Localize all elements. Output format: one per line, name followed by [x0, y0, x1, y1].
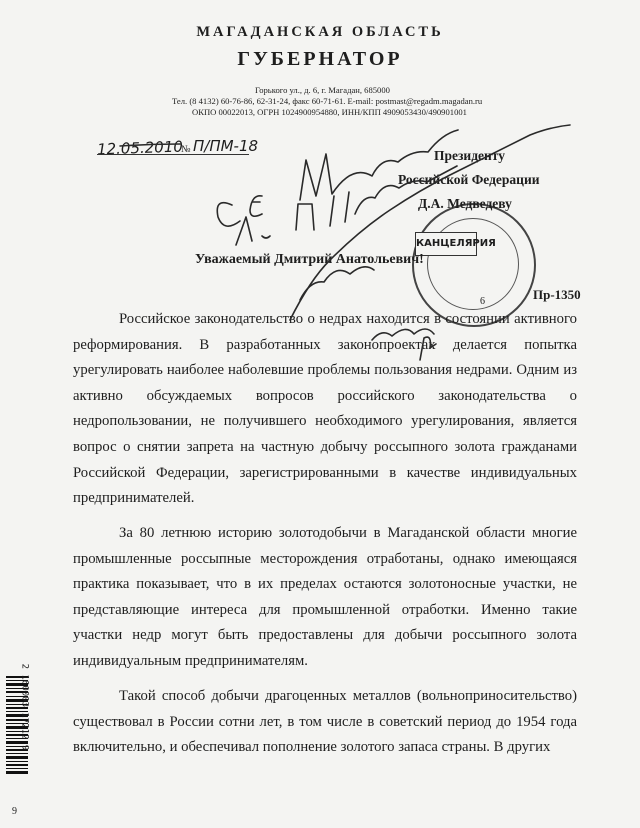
body-paragraph-2: За 80 летнюю историю золотодобычи в Магаданской области многие промышленные россыпные месторождения отработаны, однако имеющаяся практика показывает, что в их пределах остаются золотоносные участки, не представляющие интереса для промышленной отработки. Именно такие участки недр могут быть предоставлены для добычи россыпного золота индивидуальным предпринимателям. — [73, 525, 577, 669]
letter-date: 12.05.2010 — [96, 137, 184, 159]
letter-number: П/ПМ-18 — [193, 137, 259, 155]
region-heading: МАГАДАНСКАЯ ОБЛАСТЬ — [196, 24, 444, 40]
letter-number-label: № — [181, 144, 191, 155]
body-paragraph-1: Российское законодательство о недрах находится в состоянии активного реформирования. В разработанных законопроектах делается попытка урегулировать наиболее наболевшие проблемы пользования недрами. Одним из активно обсуждаемых вопросов российского законодательства о недропользовании, не получившего необходимого урегулирования, является вопрос о снятии запрета на частную добычу россыпного золота гражданами Российской Федерации, зарегистрированными в качестве индивидуальных предпринимателей. — [73, 311, 577, 507]
barcode-number: 2 160003 17212 9 — [19, 663, 30, 751]
addressee-name: Д.А. Медведеву — [418, 196, 512, 211]
registry-stamp-number: 6 — [480, 296, 485, 307]
salutation: Уважаемый Дмитрий Анатольевич! — [195, 252, 424, 267]
page-mark: 9 — [12, 806, 17, 817]
governor-heading: ГУБЕРНАТОР — [237, 48, 403, 70]
body-paragraph-3: Такой способ добычи драгоценных металлов (вольноприносительство) существовал в России сотни лет, в том числе в советский период до 1954 года включительно, и обеспечивал пополнение золотого запаса страны. В других — [73, 688, 577, 756]
addressee-title: Президенту — [434, 148, 506, 163]
registration-number: Пр-1350 — [533, 287, 581, 302]
registry-stamp-label: КАНЦЕЛЯРИЯ — [415, 232, 477, 256]
office-address: Горького ул., д. 6, г. Магадан, 685000 — [255, 85, 390, 95]
office-contacts: Тел. (8 4132) 60-76-86, 62-31-24, факс 60-71-61. E-mail: postmast@regadm.magadan.ru — [172, 96, 483, 106]
office-ids: ОКПО 00022013, ОГРН 1024900954880, ИНН/КПП 4909053430/490901001 — [192, 107, 467, 117]
addressee-country: Российской Федерации — [398, 172, 540, 187]
